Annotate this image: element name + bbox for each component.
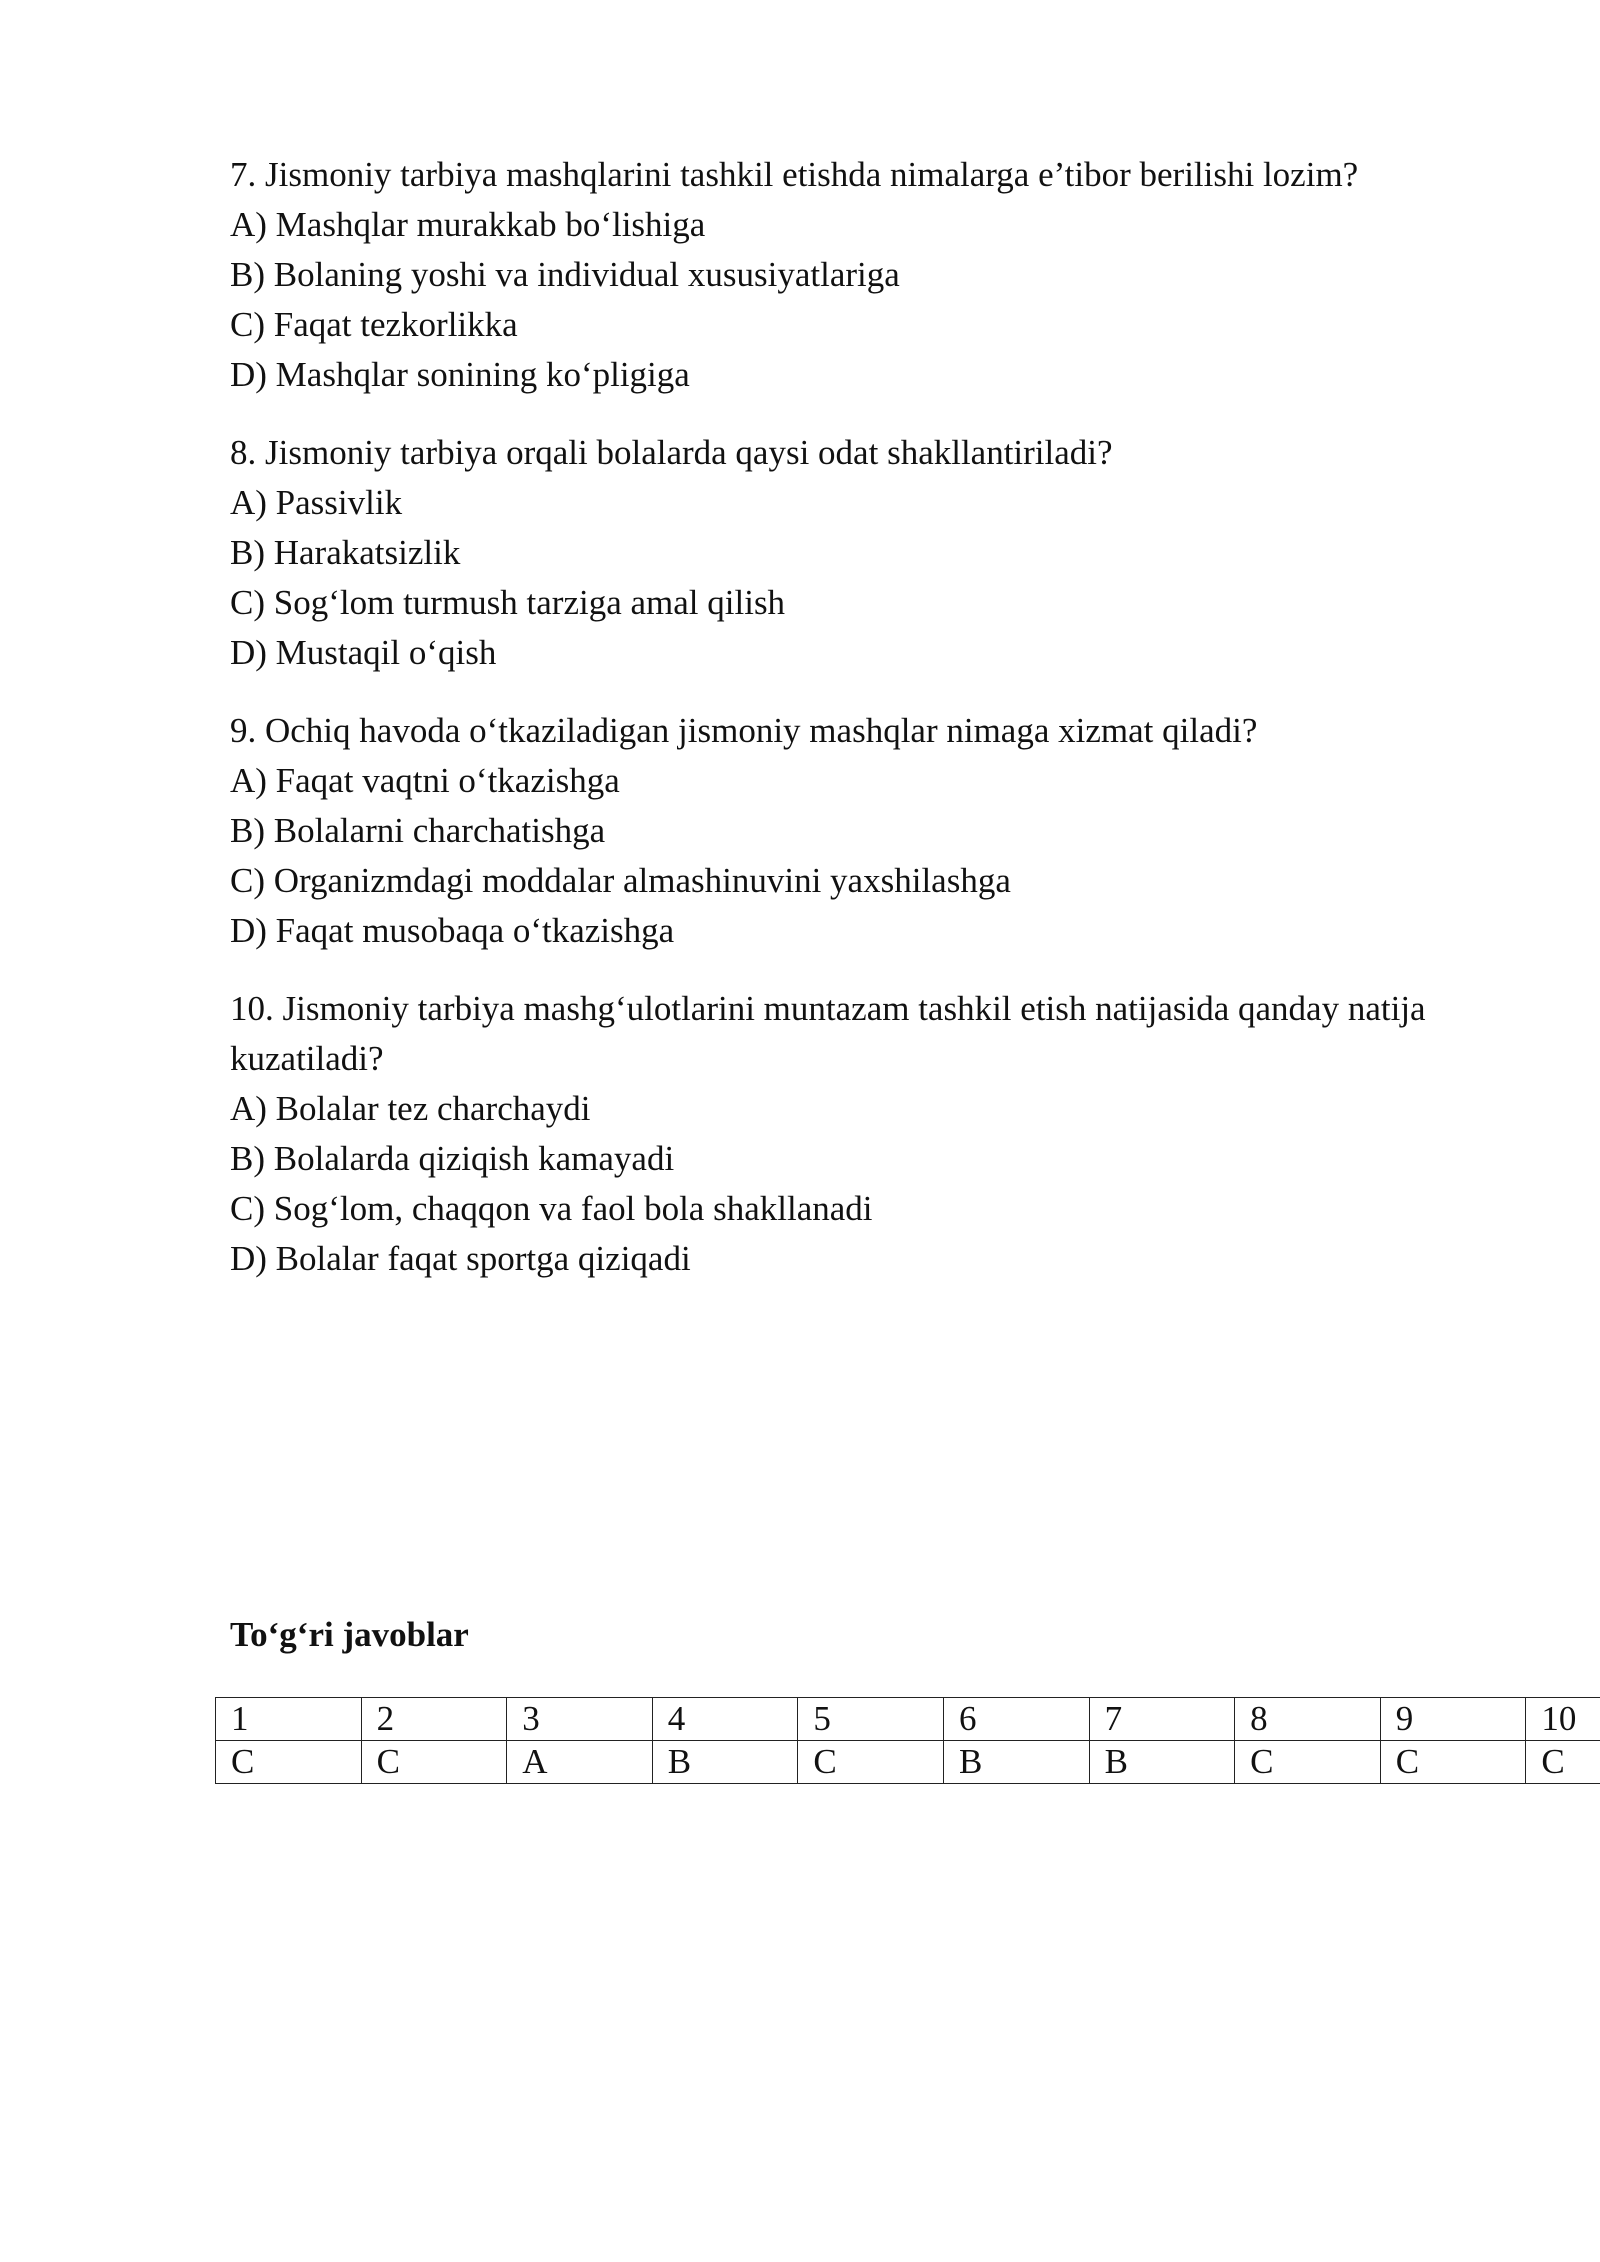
answer-option: D) Bolalar faqat sportga qiziqadi xyxy=(230,1239,691,1278)
answer-option: C) Faqat tezkorlikka xyxy=(230,305,518,344)
answer-option: B) Bolaning yoshi va individual xususiyatlariga xyxy=(230,255,900,294)
question-number-cell: 10 xyxy=(1526,1698,1600,1741)
question-number-cell: 8 xyxy=(1235,1698,1381,1741)
question-number-cell: 1 xyxy=(216,1698,362,1741)
question-number-cell: 3 xyxy=(507,1698,653,1741)
question-number-cell: 7 xyxy=(1089,1698,1235,1741)
question-10 xyxy=(230,984,1510,1284)
questions-block xyxy=(230,150,1510,1312)
answer-letter-cell: A xyxy=(507,1741,653,1784)
question-number-cell: 9 xyxy=(1380,1698,1526,1741)
answer-option: D) Faqat musobaqa o‘tkazishga xyxy=(230,911,675,950)
question-text: 7. Jismoniy tarbiya mashqlarini tashkil etishda nimalarga e’tibor berilishi lozim? xyxy=(230,155,1359,194)
answer-letter-cell: C xyxy=(1235,1741,1381,1784)
answer-option: A) Passivlik xyxy=(230,483,403,522)
question-number-cell: 4 xyxy=(652,1698,798,1741)
question-text: 8. Jismoniy tarbiya orqali bolalarda qaysi odat shakllantiriladi? xyxy=(230,433,1113,472)
answer-option: B) Bolalarda qiziqish kamayadi xyxy=(230,1139,675,1178)
answers-title: To‘g‘ri javoblar xyxy=(230,1615,469,1654)
answer-option: D) Mustaqil o‘qish xyxy=(230,633,497,672)
answer-letter-cell: C xyxy=(798,1741,944,1784)
answer-option: C) Sog‘lom, chaqqon va faol bola shakllanadi xyxy=(230,1189,873,1228)
answer-option: A) Bolalar tez charchaydi xyxy=(230,1089,591,1128)
answer-letter-cell: C xyxy=(1526,1741,1600,1784)
answer-option: B) Bolalarni charchatishga xyxy=(230,811,606,850)
question-text: 9. Ochiq havoda o‘tkaziladigan jismoniy mashqlar nimaga xizmat qiladi? xyxy=(230,711,1258,750)
answer-letter-cell: C xyxy=(1380,1741,1526,1784)
answer-letter-cell: C xyxy=(361,1741,507,1784)
answer-letter-cell: B xyxy=(652,1741,798,1784)
table-row-numbers xyxy=(216,1698,1600,1741)
answer-key-table xyxy=(215,1697,1600,1784)
answer-letter-cell: B xyxy=(1089,1741,1235,1784)
question-7 xyxy=(230,150,1510,400)
answers-section xyxy=(230,1610,469,1660)
answer-letter-cell: B xyxy=(943,1741,1089,1784)
answer-option: A) Mashqlar murakkab bo‘lishiga xyxy=(230,205,706,244)
question-number-cell: 2 xyxy=(361,1698,507,1741)
question-number-cell: 6 xyxy=(943,1698,1089,1741)
question-number-cell: 5 xyxy=(798,1698,944,1741)
answer-option: C) Organizmdagi moddalar almashinuvini yaxshilashga xyxy=(230,861,1011,900)
question-8 xyxy=(230,428,1510,678)
question-text: 10. Jismoniy tarbiya mashg‘ulotlarini muntazam tashkil etish natijasida qanday natija kuzatiladi? xyxy=(230,989,1426,1078)
answer-option: A) Faqat vaqtni o‘tkazishga xyxy=(230,761,620,800)
question-9 xyxy=(230,706,1510,956)
answer-option: C) Sog‘lom turmush tarziga amal qilish xyxy=(230,583,786,622)
answer-option: B) Harakatsizlik xyxy=(230,533,461,572)
table-row-letters xyxy=(216,1741,1600,1784)
answer-letter-cell: C xyxy=(216,1741,362,1784)
answer-option: D) Mashqlar sonining ko‘pligiga xyxy=(230,355,690,394)
